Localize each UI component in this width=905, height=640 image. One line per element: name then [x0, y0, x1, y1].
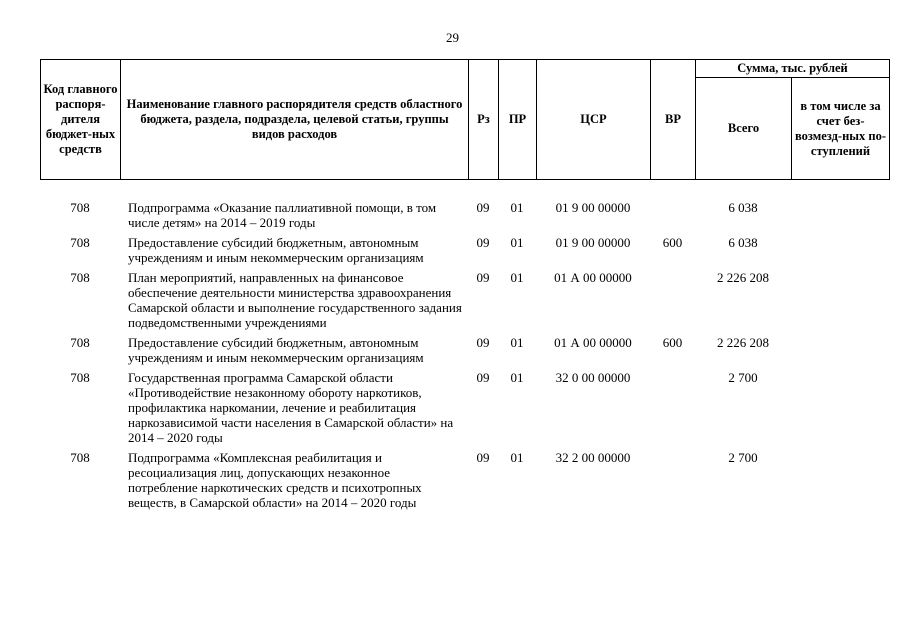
name-cell: Подпрограмма «Оказание паллиативной помощи, в том числе детям» на 2014 – 2019 годы [128, 200, 437, 230]
header-sum: Сумма, тыс. рублей [696, 60, 890, 78]
vr-cell [650, 200, 695, 235]
csr-cell: 01 9 00 00000 [555, 235, 631, 250]
csr-cell: 32 0 00 00000 [555, 370, 631, 385]
table-row [40, 200, 889, 235]
vr-cell: 600 [662, 235, 683, 250]
incl-cell [791, 335, 889, 370]
vr-cell [650, 450, 695, 515]
page-number: 29 [446, 30, 459, 45]
table-header [40, 59, 890, 180]
code-cell: 708 [70, 270, 90, 285]
pr-cell: 01 [510, 450, 524, 465]
rz-cell: 09 [476, 370, 490, 385]
header-rz: Рз [469, 60, 499, 180]
code-cell: 708 [70, 450, 90, 465]
total-cell: 6 038 [728, 235, 758, 250]
vr-cell [650, 270, 695, 335]
incl-cell [791, 200, 889, 235]
code-cell: 708 [70, 200, 90, 215]
total-cell: 2 700 [728, 370, 758, 385]
rz-cell: 09 [476, 235, 490, 250]
header-csr: ЦСР [537, 60, 651, 180]
table-row [40, 450, 889, 515]
rz-cell: 09 [476, 270, 490, 285]
rz-cell: 09 [476, 200, 490, 215]
total-cell: 2 700 [728, 450, 758, 465]
pr-cell: 01 [510, 370, 524, 385]
name-cell: Предоставление субсидий бюджетным, автономным учреждениям и иным некоммерческим организациям [128, 235, 424, 265]
total-cell: 2 226 208 [717, 270, 769, 285]
pr-cell: 01 [510, 200, 524, 215]
code-cell: 708 [70, 370, 90, 385]
rz-cell: 09 [476, 335, 490, 350]
code-cell: 708 [70, 335, 90, 350]
incl-cell [791, 270, 889, 335]
name-cell: Предоставление субсидий бюджетным, автономным учреждениям и иным некоммерческим организациям [128, 335, 424, 365]
table-row [40, 235, 889, 270]
vr-cell [650, 370, 695, 450]
table-row [40, 270, 889, 335]
vr-cell: 600 [662, 335, 683, 350]
code-cell: 708 [70, 235, 90, 250]
incl-cell [791, 370, 889, 450]
table-row [40, 335, 889, 370]
header-total: Всего [696, 78, 792, 180]
header-code: Код главного распоря-дителя бюджет-ных средств [41, 60, 121, 180]
table-row [40, 370, 889, 450]
csr-cell: 01 9 00 00000 [555, 200, 631, 215]
csr-cell: 01 А 00 00000 [554, 335, 632, 350]
pr-cell: 01 [510, 270, 524, 285]
data-table [40, 200, 889, 515]
csr-cell: 01 А 00 00000 [554, 270, 632, 285]
incl-cell [791, 235, 889, 270]
name-cell: План мероприятий, направленных на финансовое обеспечение деятельности министерства здравоохранения Самарской области и выполнение государственного задания подведомственными учреждениями [128, 270, 462, 330]
name-cell: Государственная программа Самарской области «Противодействие незаконному обороту наркотиков, профилактика наркомании, лечение и реабилитация наркозависимой части населения в Самарской области» на 2014 – 2020 годы [128, 370, 454, 445]
header-incl: в том числе за счет без-возмезд-ных по-ступлений [792, 78, 890, 180]
csr-cell: 32 2 00 00000 [555, 450, 631, 465]
pr-cell: 01 [510, 235, 524, 250]
header-pr: ПР [499, 60, 537, 180]
total-cell: 2 226 208 [717, 335, 769, 350]
header-name: Наименование главного распорядителя средств областного бюджета, раздела, подраздела, целевой статьи, группы видов расходов [121, 60, 469, 180]
header-vr: ВР [651, 60, 696, 180]
name-cell: Подпрограмма «Комплексная реабилитация и ресоциализация лиц, допускающих незаконное потребление наркотических средств и психотропных веществ, в Самарской области» на 2014 – 2020 годы [128, 450, 422, 510]
incl-cell [791, 450, 889, 515]
rz-cell: 09 [476, 450, 490, 465]
total-cell: 6 038 [728, 200, 758, 215]
pr-cell: 01 [510, 335, 524, 350]
